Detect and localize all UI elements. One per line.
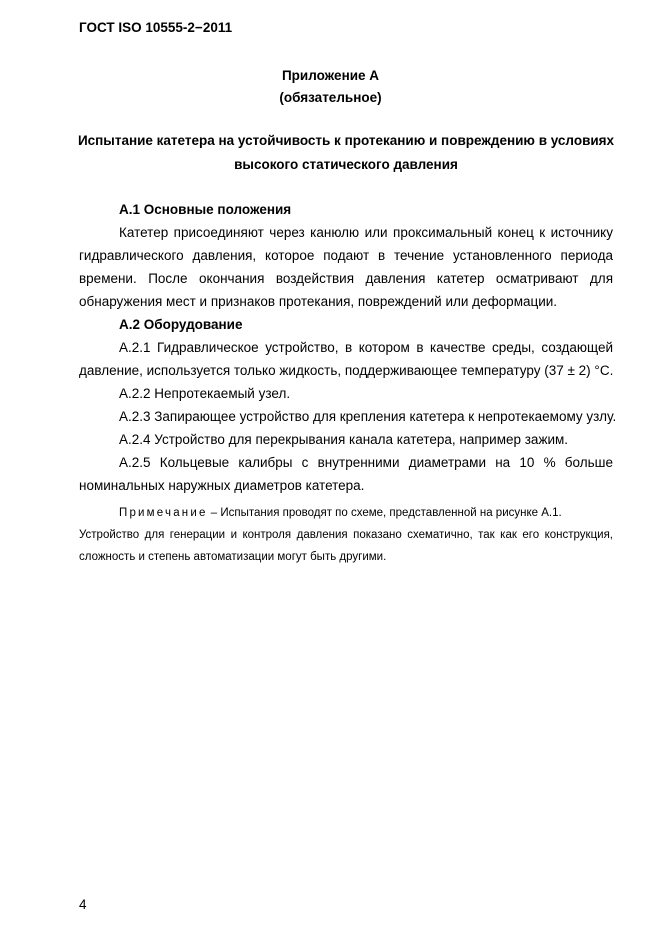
note-line-1-text: – Испытания проводят по схеме, представленной на рисунке А.1. (210, 507, 562, 519)
section-a1-line-4: обнаружения мест и признаков протекания, повреждений или деформации. (79, 294, 558, 309)
section-a1-line-3: времени. После окончания воздействия давления катетер осматривают для (79, 271, 613, 286)
annex-heading-line-2: высокого статического давления (234, 157, 458, 172)
section-a2-item-5-line-1: А.2.5 Кольцевые калибры с внутренними диаметрами на 10 % больше (119, 455, 613, 470)
section-a2-item-1-line-2: давление, используется только жидкость, поддерживающее температуру (37 ± 2) °С. (79, 363, 614, 378)
note-line-3: сложность и степень автоматизации могут быть другими. (79, 551, 387, 563)
page-number: 4 (79, 897, 87, 912)
page-header: ГОСТ ISO 10555-2−2011 (79, 20, 233, 35)
section-a2-item-3: А.2.3 Запирающее устройство для крепления катетера к непротекаемому узлу. (119, 409, 617, 424)
section-a1-line-2: гидравлического давления, которое подают в течение установленного периода (79, 248, 613, 263)
note-line-1 (119, 507, 613, 519)
note-line-2: Устройство для генерации и контроля давления показано схематично, так как его конструкция, (79, 529, 613, 541)
annex-status: (обязательное) (279, 90, 382, 105)
section-a2-item-2: А.2.2 Непротекаемый узел. (119, 386, 291, 401)
section-a2-item-5-line-2: номинальных наружных диаметров катетера. (79, 478, 365, 493)
note-label: Примечание (119, 507, 208, 519)
annex-heading-line-1: Испытание катетера на устойчивость к протеканию и повреждению в условиях (77, 133, 615, 148)
section-a1-line-1: Катетер присоединяют через канюлю или проксимальный конец к источнику (119, 225, 613, 240)
section-a2-item-1-line-1: А.2.1 Гидравлическое устройство, в котором в качестве среды, создающей (119, 340, 613, 355)
section-a2-heading: А.2 Оборудование (119, 317, 243, 332)
annex-title: Приложение А (281, 68, 380, 83)
section-a2-item-4: А.2.4 Устройство для перекрывания канала катетера, например зажим. (119, 432, 569, 447)
section-a1-heading: А.1 Основные положения (119, 202, 292, 217)
